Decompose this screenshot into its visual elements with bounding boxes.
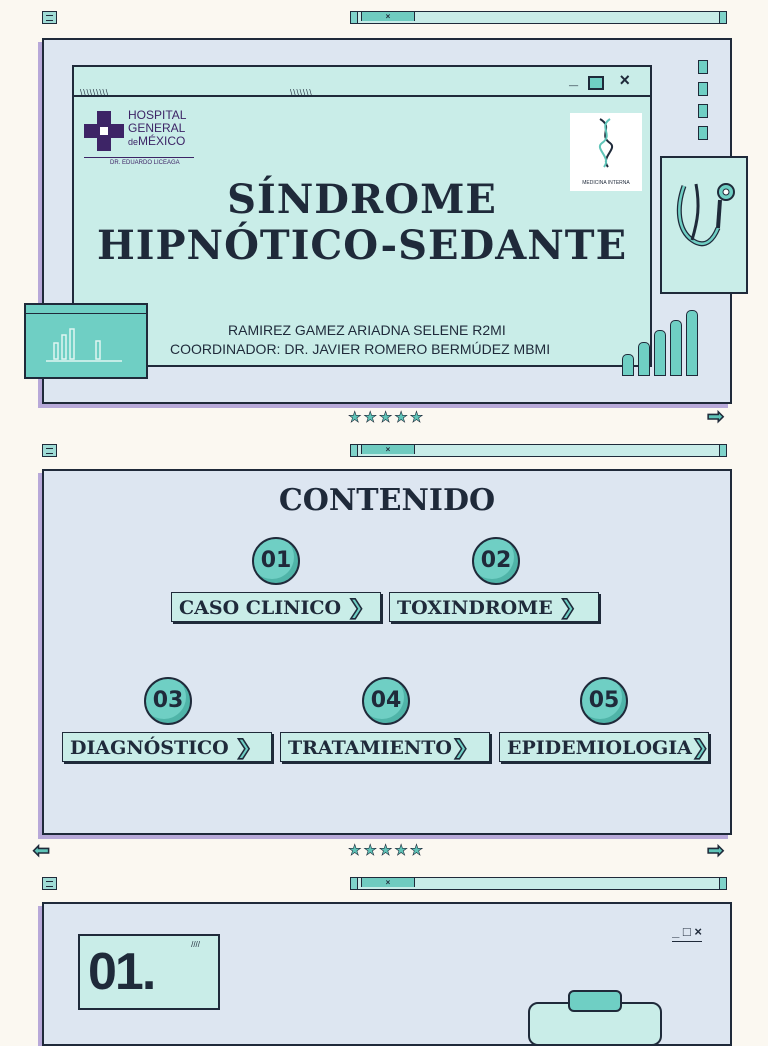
item-number-04: 04 <box>362 677 410 725</box>
hospital-name-de: de <box>128 137 139 147</box>
author-line: RAMIREZ GAMEZ ARIADNA SELENE R2MI <box>228 322 506 338</box>
dna-icon <box>570 113 642 173</box>
hospital-logo <box>80 107 198 169</box>
section-number-box <box>78 934 220 1010</box>
slide-title <box>74 177 650 269</box>
bar-decoration <box>622 308 700 376</box>
stethoscope-icon <box>662 158 746 292</box>
scrollbar[interactable] <box>350 444 727 457</box>
item-label: TRATAMIENTO <box>288 737 452 759</box>
cross-icon <box>84 111 124 151</box>
title-line2: HIPNÓTICO-SEDANTE <box>96 222 628 269</box>
item-caso-clinico[interactable] <box>171 592 381 622</box>
scroll-left-cap[interactable] <box>350 444 358 457</box>
minimize-icon[interactable]: _ <box>672 924 680 939</box>
scroll-left-cap[interactable] <box>350 11 358 24</box>
box-dashes: //// <box>191 940 200 949</box>
close-icon[interactable]: × <box>694 924 702 939</box>
contents-slide <box>42 469 732 835</box>
item-epidemiologia[interactable] <box>499 732 709 762</box>
scroll-right-cap[interactable] <box>719 444 727 457</box>
bar-chart-icon <box>26 313 146 377</box>
mini-chart-window <box>24 303 148 379</box>
next-arrow-icon[interactable]: ➡ <box>707 840 724 862</box>
coordinator-line: COORDINADOR: DR. JAVIER ROMERO BERMÚDEZ MBMI <box>170 341 551 357</box>
scroll-thumb[interactable]: × <box>361 878 415 887</box>
prev-arrow-icon[interactable]: ⬅ <box>33 840 50 862</box>
chevron-right-icon: ❯ <box>451 735 469 759</box>
titlebar-dashes: \\\\\\\ <box>290 88 313 97</box>
slide-rating-stars: ★★★★★ <box>348 842 426 859</box>
titlebar-dashes: \\\\\\\\\ <box>80 88 110 97</box>
clipboard-icon <box>528 990 658 1030</box>
chevron-right-icon: ❯ <box>347 595 365 619</box>
scroll-thumb[interactable]: × <box>361 12 415 21</box>
item-number-01: 01 <box>252 537 300 585</box>
window-controls <box>672 924 702 942</box>
item-label: DIAGNÓSTICO <box>70 737 229 759</box>
hospital-name-line2: GENERAL <box>128 121 186 135</box>
slide-rating-stars: ★★★★★ <box>348 409 426 426</box>
next-arrow-icon[interactable]: ➡ <box>707 406 724 428</box>
hospital-name-line3: MÉXICO <box>138 134 186 148</box>
item-toxindrome[interactable] <box>389 592 599 622</box>
scrollbar[interactable] <box>350 11 727 24</box>
close-icon[interactable]: × <box>619 70 630 90</box>
scroll-thumb[interactable]: × <box>361 445 415 454</box>
section-number: 01. <box>88 943 155 1001</box>
hospital-name-line1: HOSPITAL <box>128 108 187 122</box>
hospital-subtitle: DR. EDUARDO LICEAGA <box>110 160 180 166</box>
item-diagnostico[interactable] <box>62 732 272 762</box>
maximize-icon[interactable]: □ <box>682 924 691 939</box>
item-number-05: 05 <box>580 677 628 725</box>
minimize-icon[interactable]: _ <box>569 71 578 88</box>
item-label: TOXINDROME <box>397 597 553 619</box>
title-line1: SÍNDROME <box>227 176 497 223</box>
item-tratamiento[interactable] <box>280 732 490 762</box>
side-dots <box>698 60 706 142</box>
window-icon <box>42 444 57 457</box>
chevron-right-icon: ❯ <box>235 735 253 759</box>
item-label: EPIDEMIOLOGIA <box>507 737 692 759</box>
maximize-icon[interactable] <box>588 76 604 90</box>
inner-window <box>72 65 652 367</box>
logo-caption: MEDICINA INTERNA <box>582 180 630 186</box>
item-number-03: 03 <box>144 677 192 725</box>
chevron-right-icon: ❯ <box>691 735 709 759</box>
window-icon <box>42 877 57 890</box>
chevron-right-icon: ❯ <box>559 595 577 619</box>
item-label: CASO CLINICO <box>179 597 342 619</box>
inner-window-titlebar <box>74 67 650 97</box>
contents-heading: CONTENIDO <box>278 483 496 518</box>
scroll-left-cap[interactable] <box>350 877 358 890</box>
scroll-right-cap[interactable] <box>719 11 727 24</box>
item-number-02: 02 <box>472 537 520 585</box>
section-slide <box>42 902 732 1046</box>
stethoscope-panel <box>660 156 748 294</box>
window-icon <box>42 11 57 24</box>
scrollbar[interactable] <box>350 877 727 890</box>
scroll-right-cap[interactable] <box>719 877 727 890</box>
